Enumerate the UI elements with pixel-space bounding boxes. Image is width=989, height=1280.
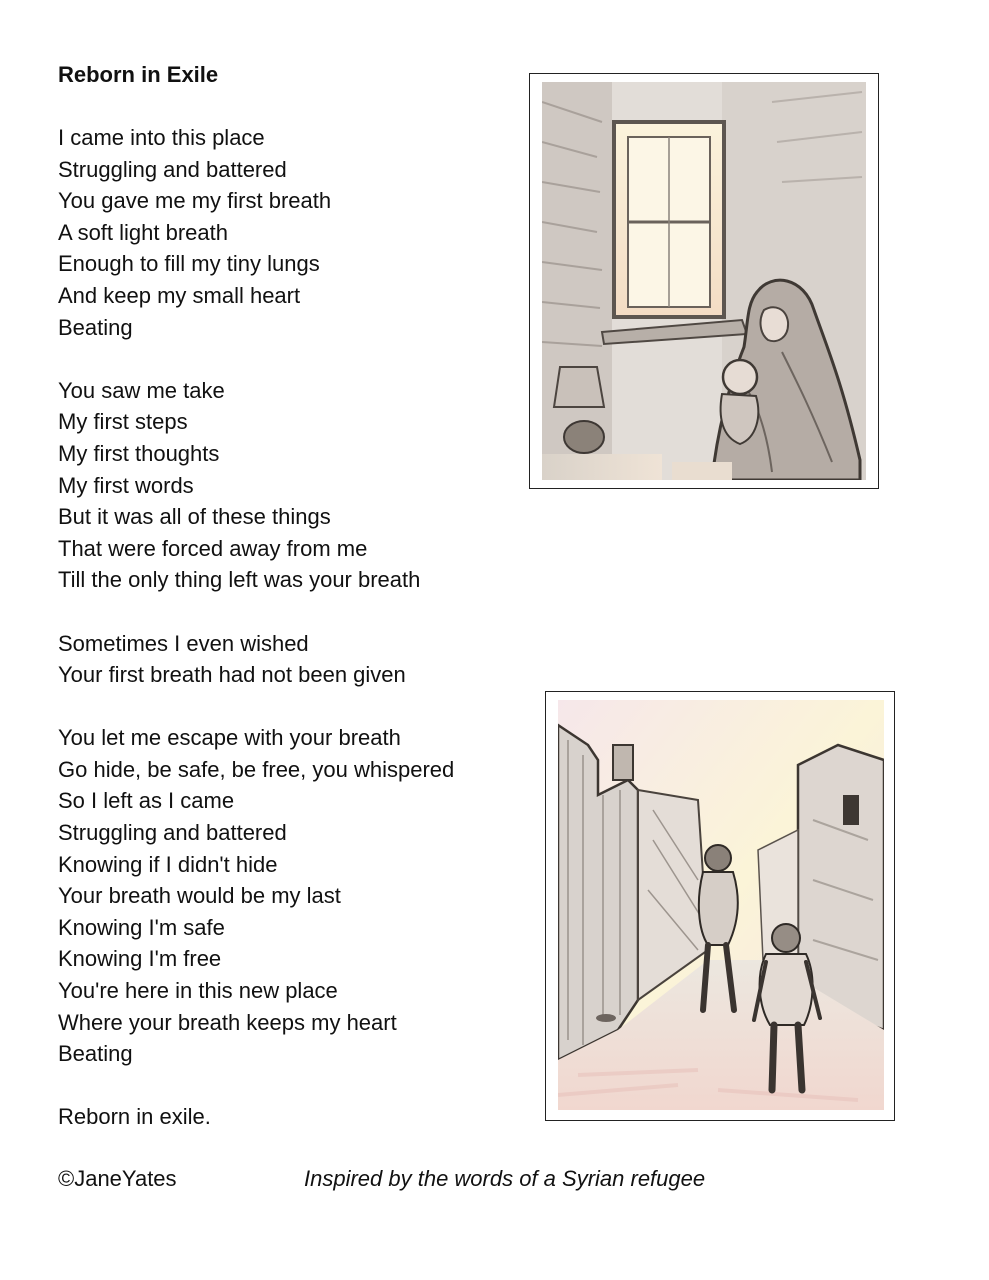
poem-line: You let me escape with your breath [58,725,401,751]
poem-line: Knowing I'm free [58,946,222,972]
poem-line: Where your breath keeps my heart [58,1009,397,1035]
stanza [58,628,454,691]
poem-line: I came into this place [58,125,265,150]
poem-line: So I left as I came [58,788,235,814]
poem-line: Beating [58,1041,133,1067]
poem-line: You saw me take [58,377,225,403]
poem-line: You gave me my first breath [58,188,332,214]
poem-line: Struggling and battered [58,820,287,846]
poem-line: Enough to fill my tiny lungs [58,251,320,277]
poem-line: My first thoughts [58,440,220,466]
stanza [58,122,454,343]
poem-line: Till the only thing left was your breath [58,567,421,593]
inspiration-note: Inspired by the words of a Syrian refugee [304,1166,706,1191]
copyright-credit: ©JaneYates [58,1166,177,1191]
poem-line: Sometimes I even wished [58,630,309,656]
poem-line: Struggling and battered [58,156,287,182]
poem-line: My first steps [58,409,188,435]
illustration-frame-window [529,73,879,489]
poem-line: Go hide, be safe, be free, you whispered [58,756,455,782]
illustration-frame-alley [545,691,895,1121]
poem-line: And keep my small heart [58,282,301,308]
poem-line: A soft light breath [58,219,228,245]
children-in-alley-illustration [558,700,884,1110]
poem-line: Knowing I'm safe [58,914,225,940]
poem-line: That were forced away from me [58,535,368,561]
stanza [58,1101,454,1133]
poem-line: You're here in this new place [58,978,338,1004]
poem-line: Knowing if I didn't hide [58,851,278,877]
poem-body [58,122,454,1165]
poem-title: Reborn in Exile [58,62,219,87]
poem-line: But it was all of these things [58,504,331,530]
poem-line: Reborn in exile. [58,1104,211,1130]
stanza [58,375,454,596]
mother-and-child-window-illustration [542,82,866,480]
poem-line: Your breath would be my last [58,883,341,909]
poem-line: Your first breath had not been given [58,662,406,688]
poem-line: My first words [58,472,194,498]
poem-line: Beating [58,314,133,340]
stanza [58,722,454,1070]
